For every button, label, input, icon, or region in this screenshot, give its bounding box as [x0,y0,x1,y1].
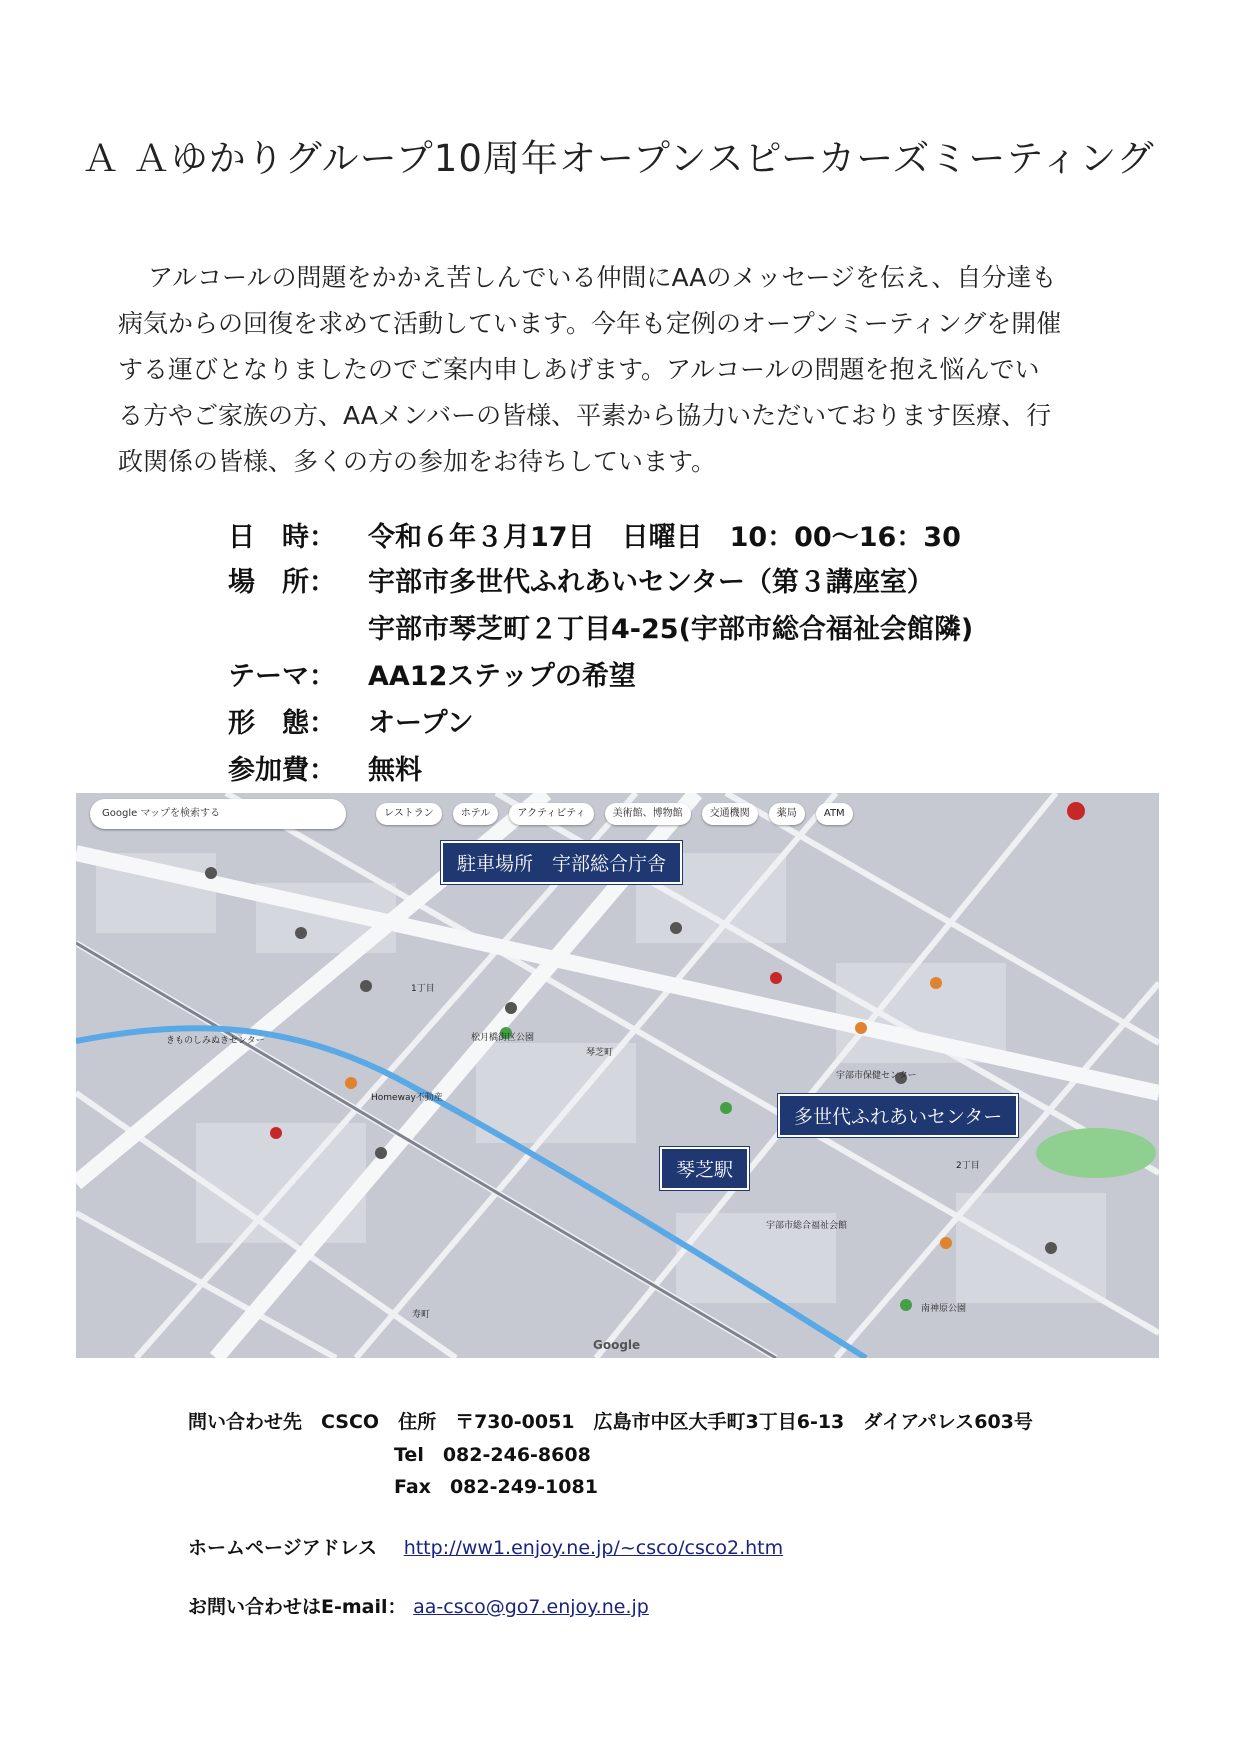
location-map[interactable] [76,793,1159,1358]
date-value: 令和６年３月17日 日曜日 10：00～16：30 [368,522,961,553]
google-logo: Google [593,1338,641,1352]
chip-transit[interactable]: 交通機関 [702,803,758,825]
page-title: Ａ Ａゆかりグループ10周年オープンスピーカーズミーティング [82,137,1155,180]
map-label: 琴芝町 [586,1048,614,1058]
format-value: オープン [368,708,474,739]
contact-address: 問い合わせ先 CSCO 住所 〒730-0051 広島市中区大手町3丁目6-13 ダイアパレス603号 [188,1411,1033,1433]
place-address: 宇部市琴芝町２丁目4-25(宇部市総合福祉会館隣) [368,614,974,645]
map-label: 2丁目 [956,1161,980,1171]
map-label: 南神原公園 [921,1304,967,1314]
date-label: 日 時： [228,522,336,553]
chip-atm[interactable]: ATM [816,803,853,825]
map-label: 松月橋街区公園 [471,1033,535,1043]
homepage-label: ホームページアドレス [188,1537,378,1559]
fee-label: 参加費： [228,755,336,786]
map-search-input[interactable]: Google マップを検索する [90,799,346,829]
contact-tel: Tel 082-246-8608 [394,1444,591,1466]
chip-restaurant[interactable]: レストラン [376,803,442,825]
map-label: きものしみぬきセンター [166,1036,265,1046]
center-callout: 多世代ふれあいセンター [778,1094,1018,1137]
chip-museum[interactable]: 美術館、博物館 [605,803,691,825]
parking-callout: 駐車場所 宇部総合庁舎 [441,841,682,884]
map-label: 宇部市総合福祉会館 [766,1221,848,1231]
homepage-row [188,1533,783,1560]
theme-value: AA12ステップの希望 [368,661,636,692]
format-label: 形 態： [228,708,336,739]
map-label: 宇部市保健センター [836,1071,917,1081]
station-callout: 琴芝駅 [660,1147,749,1190]
homepage-link[interactable]: http://ww1.enjoy.ne.jp/~csco/csco2.htm [403,1537,784,1559]
fee-value: 無料 [368,755,422,786]
theme-label: テーマ： [228,661,336,692]
chip-pharmacy[interactable]: 薬局 [769,803,805,825]
chip-hotel[interactable]: ホテル [453,803,499,825]
place-label: 場 所： [228,567,336,598]
email-row [188,1592,649,1619]
place-value: 宇部市多世代ふれあいセンター（第３講座室） [368,567,934,598]
email-label: お問い合わせはE-mail： [188,1596,407,1618]
map-label: 1丁目 [411,984,435,994]
email-link[interactable]: aa-csco@go7.enjoy.ne.jp [413,1596,649,1618]
map-label: Homeway不動産 [371,1093,443,1103]
map-label: 寿町 [412,1310,431,1320]
intro-paragraph: アルコールの問題をかかえ苦しんでいる仲間にAAのメッセージを伝え、自分達も病気からの回復を求めて活動しています。今年も定例のオープンミーティングを開催する運びとなりましたのでご案内申しあげます。アルコールの問題を抱え悩んでいる方やご家族の方、AAメンバーの皆様、平素から協力いただいております医療、行政関係の皆様、多くの方の参加をお待ちしています。 [118,263,1062,476]
map-category-chips [376,801,859,825]
contact-fax: Fax 082-249-1081 [394,1476,598,1498]
chip-activity[interactable]: アクティビティ [509,803,593,825]
